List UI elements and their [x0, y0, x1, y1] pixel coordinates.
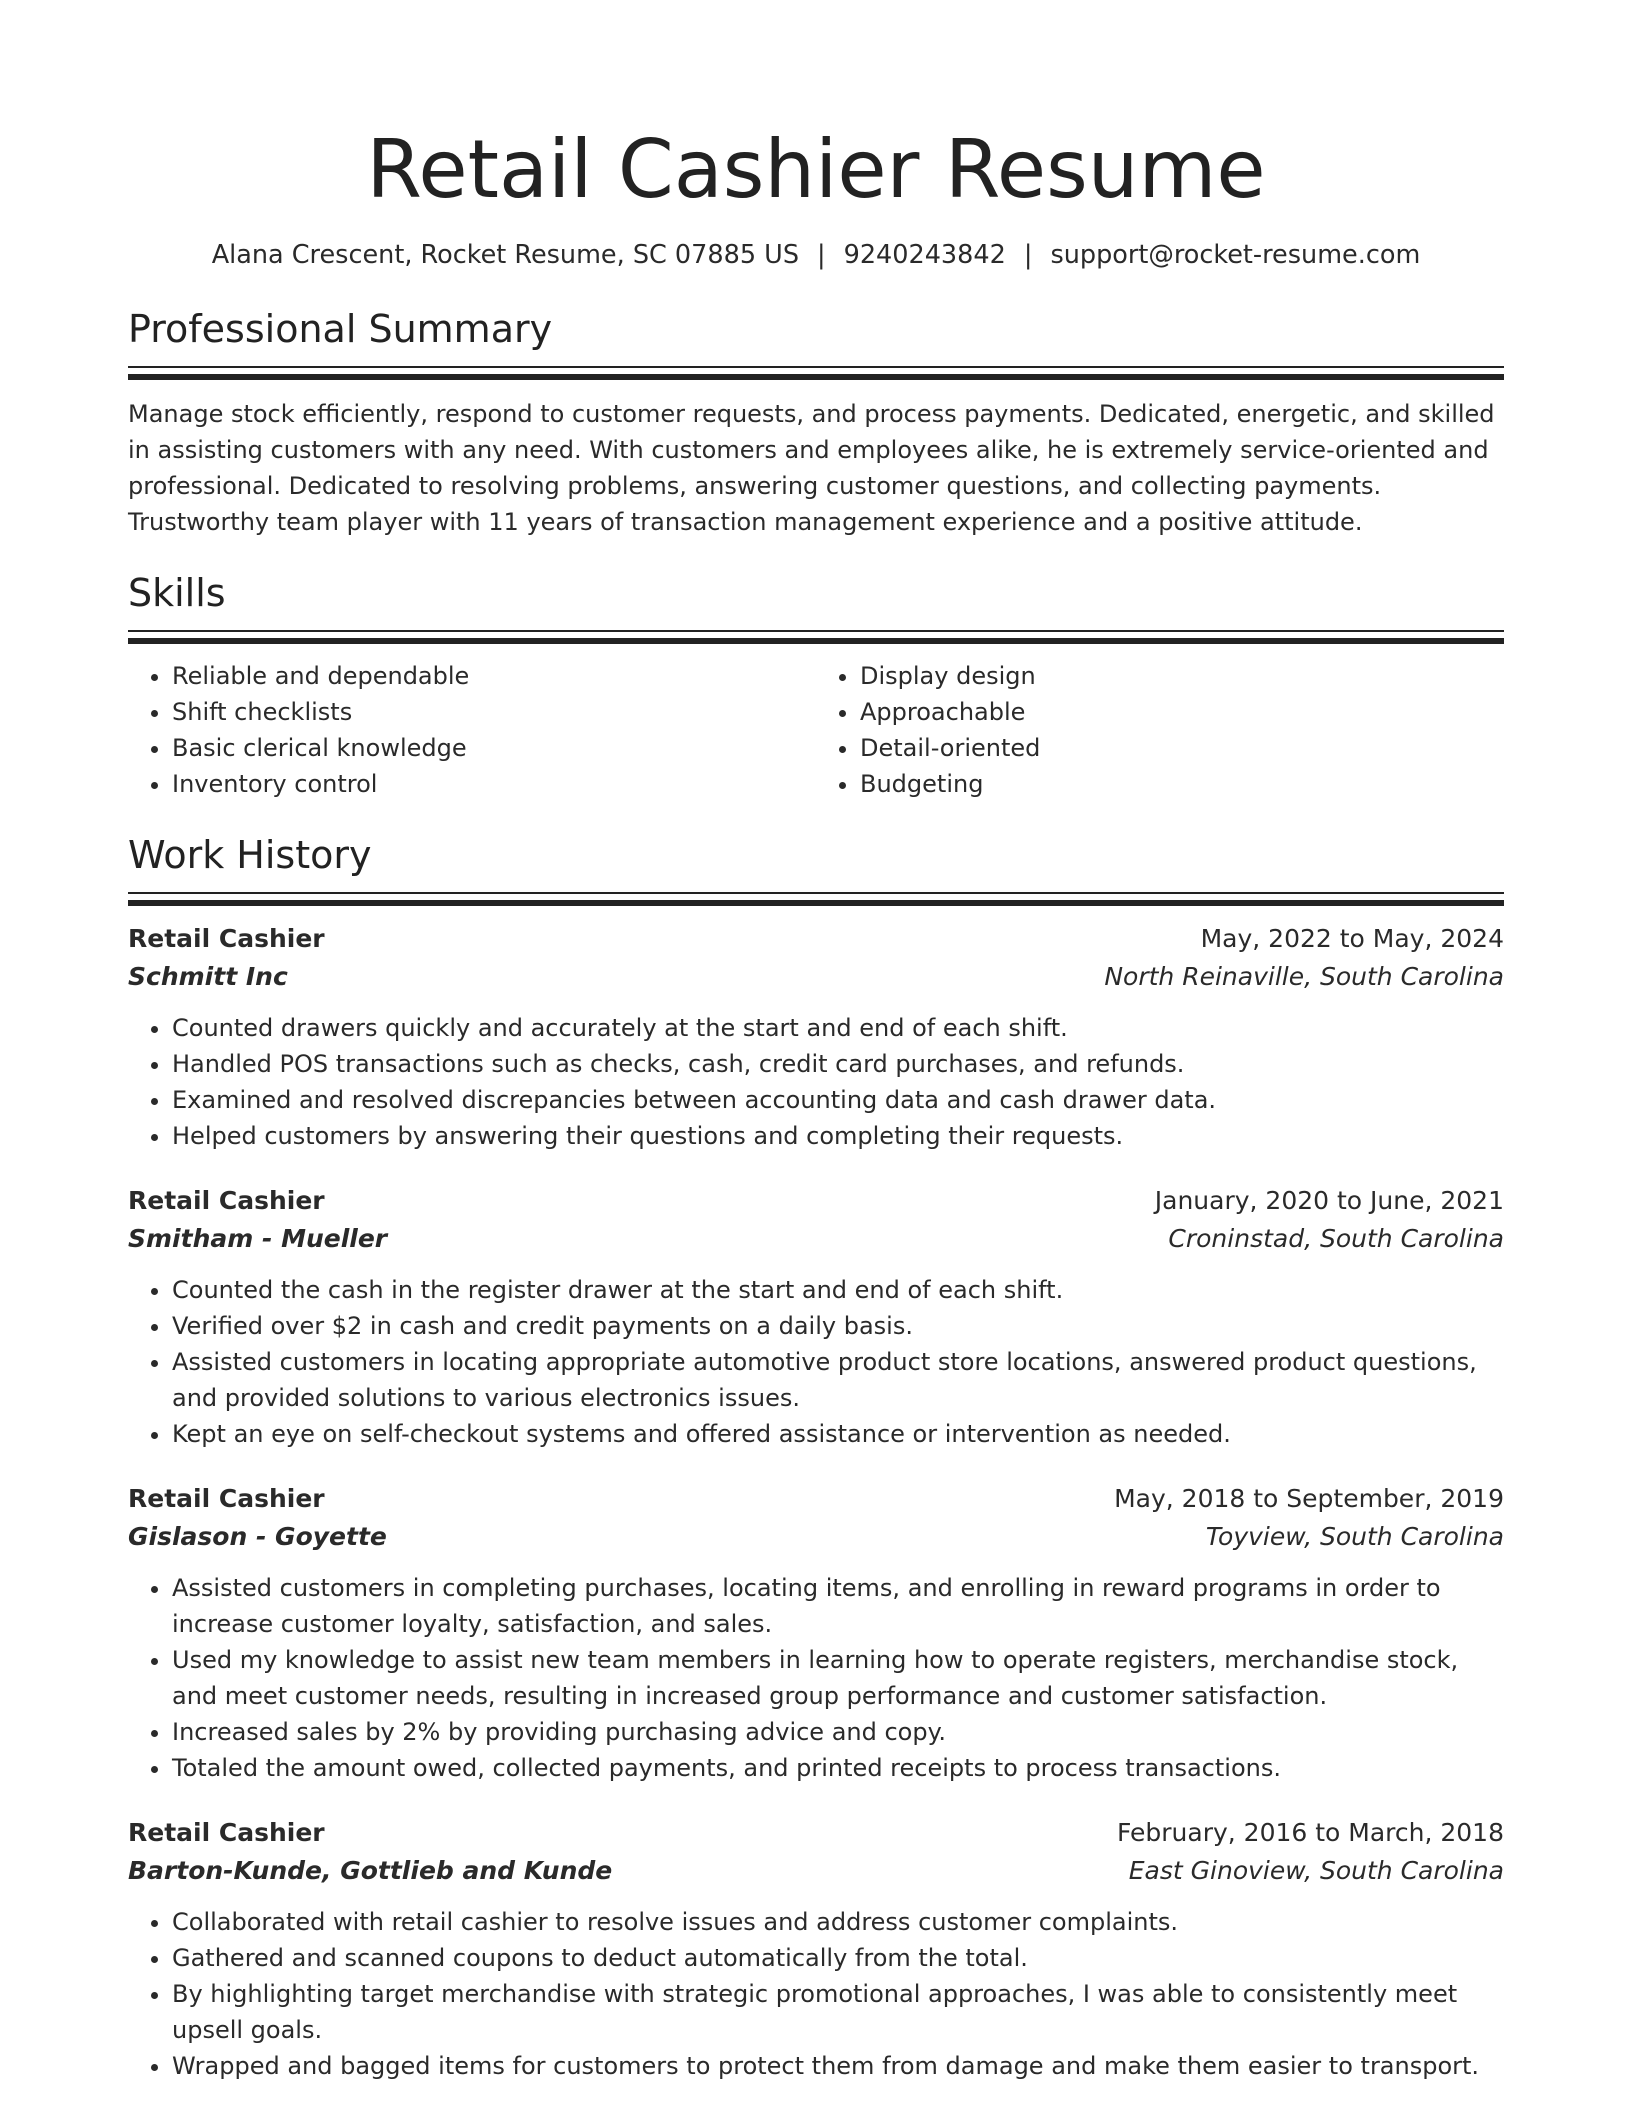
job-bullet: • Totaled the amount owed, collected payments, and printed receipts to process transactions. [172, 1750, 1504, 1786]
job-bullet: • By highlighting target merchandise with strategic promotional approaches, I was able to consistently meet upsell goals. [172, 1976, 1504, 2048]
skills-list-right [816, 658, 1504, 802]
resume-page [128, 0, 1504, 2084]
skill-item: • Reliable and dependable [172, 658, 816, 694]
skill-item: • Detail-oriented [860, 730, 1504, 766]
section-heading-work-history: Work History [128, 833, 372, 877]
job-bullet: • Collaborated with retail cashier to resolve issues and address customer complaints. [172, 1904, 1504, 1940]
job-bullets [128, 1570, 1504, 1786]
job-dates: February, 2016 to March, 2018 [1116, 1818, 1504, 1847]
job-dates: January, 2020 to June, 2021 [1154, 1186, 1504, 1215]
skills-list-left [128, 658, 816, 802]
job-title: Retail Cashier [128, 1186, 325, 1215]
job-dates: May, 2022 to May, 2024 [1200, 924, 1504, 953]
section-divider [128, 366, 1504, 380]
job-bullet: • Wrapped and bagged items for customers to protect them from damage and make them easier to transport. [172, 2048, 1504, 2084]
job-company: Barton-Kunde, Gottlieb and Kunde [128, 1856, 613, 1885]
job-company: Gislason - Goyette [128, 1522, 387, 1551]
skill-item: • Approachable [860, 694, 1504, 730]
job-entry [128, 1182, 1504, 1452]
skill-item: • Shift checklists [172, 694, 816, 730]
job-bullet: • Verified over $2 in cash and credit payments on a daily basis. [172, 1308, 1504, 1344]
section-divider [128, 892, 1504, 906]
job-title: Retail Cashier [128, 924, 325, 953]
job-bullet: • Increased sales by 2% by providing purchasing advice and copy. [172, 1714, 1504, 1750]
job-bullets [128, 1904, 1504, 2084]
job-title: Retail Cashier [128, 1818, 325, 1847]
contact-line [128, 238, 1504, 272]
work-history-section [128, 832, 1504, 2084]
job-entry [128, 1814, 1504, 2084]
resume-title: Retail Cashier Resume [366, 123, 1266, 216]
phone: 9240243842 [843, 240, 1006, 270]
summary-text: Manage stock efficiently, respond to customer requests, and process payments. Dedicated, energetic, and skilled in assisting customers with any need. With customers and employees alike, he is extremely service-oriented and professional. Dedicated to resolving problems, answering customer questions, and collecting payments. Trustworthy team player with 11 years of transaction management experience and a positive attitude. [128, 400, 1495, 536]
skill-item: • Inventory control [172, 766, 816, 802]
job-bullet: • Gathered and scanned coupons to deduct automatically from the total. [172, 1940, 1504, 1976]
job-bullet: • Helped customers by answering their questions and completing their requests. [172, 1118, 1504, 1154]
separator: | [817, 240, 826, 270]
job-bullet: • Used my knowledge to assist new team members in learning how to operate registers, merchandise stock, and meet customer needs, resulting in increased group performance and customer satisfaction. [172, 1642, 1504, 1714]
job-bullet: • Assisted customers in completing purchases, locating items, and enrolling in reward programs in order to increase customer loyalty, satisfaction, and sales. [172, 1570, 1504, 1642]
separator: | [1023, 240, 1033, 270]
section-divider [128, 630, 1504, 644]
skill-item: • Display design [860, 658, 1504, 694]
address: Alana Crescent, Rocket Resume, SC 07885 US [211, 240, 799, 270]
email: support@rocket-resume.com [1050, 240, 1421, 270]
job-bullet: • Counted drawers quickly and accurately at the start and end of each shift. [172, 1010, 1504, 1046]
skill-item: • Basic clerical knowledge [172, 730, 816, 766]
job-company: Schmitt Inc [128, 962, 288, 991]
section-heading-skills: Skills [128, 571, 226, 615]
job-bullet: • Counted the cash in the register drawer at the start and end of each shift. [172, 1272, 1504, 1308]
job-bullets [128, 1010, 1504, 1154]
skills-columns [128, 658, 1504, 802]
job-bullet: • Kept an eye on self-checkout systems and offered assistance or intervention as needed. [172, 1416, 1504, 1452]
job-location: Croninstad, South Carolina [1168, 1224, 1504, 1253]
job-title: Retail Cashier [128, 1484, 325, 1513]
job-bullets [128, 1272, 1504, 1452]
job-entry [128, 1480, 1504, 1786]
section-heading-summary: Professional Summary [128, 307, 553, 351]
skills-section [128, 570, 1504, 802]
job-bullet: • Handled POS transactions such as checks, cash, credit card purchases, and refunds. [172, 1046, 1504, 1082]
job-entry [128, 920, 1504, 1154]
job-company: Smitham - Mueller [128, 1224, 388, 1253]
job-bullet: • Assisted customers in locating appropriate automotive product store locations, answered product questions, and provided solutions to various electronics issues. [172, 1344, 1504, 1416]
summary-section [128, 306, 1504, 540]
job-bullet: • Examined and resolved discrepancies between accounting data and cash drawer data. [172, 1082, 1504, 1118]
job-dates: May, 2018 to September, 2019 [1114, 1484, 1504, 1513]
job-location: North Reinaville, South Carolina [1104, 962, 1504, 991]
job-location: East Ginoview, South Carolina [1128, 1856, 1504, 1885]
skill-item: • Budgeting [860, 766, 1504, 802]
job-location: Toyview, South Carolina [1205, 1522, 1504, 1551]
